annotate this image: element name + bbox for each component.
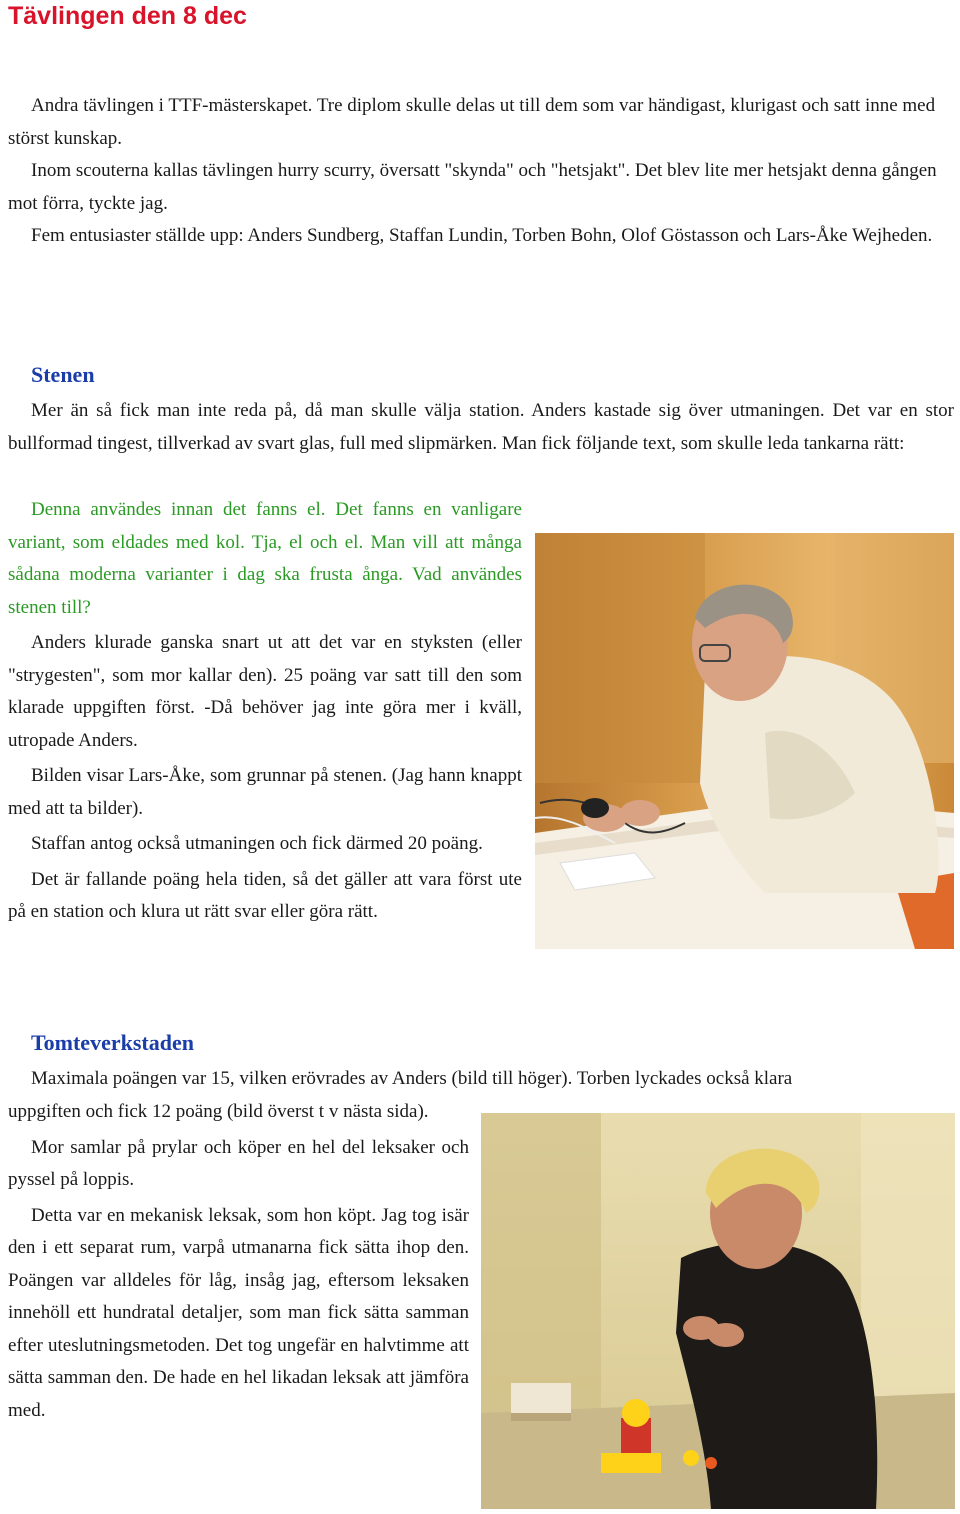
tomte-paragraph-1a: Maximala poängen var 15, vilken erövrades av Anders (bild till höger). Torben lyckades också klara <box>31 1068 793 1089</box>
intro-paragraph-1: Andra tävlingen i TTF-mästerskapet. Tre diplom skulle delas ut till dem som var händigast, klurigast och satt inne med störst kunskap. <box>8 95 936 149</box>
intro-paragraph-3: Fem entusiaster ställde upp: Anders Sundberg, Staffan Lundin, Torben Bohn, Olof Göstasson och Lars-Åke Wejheden. <box>31 225 933 246</box>
stenen-paragraph-1: Mer än så fick man inte reda på, då man skulle välja station. Anders kastade sig över utmaningen. Det var en stor bullformad tingest, tillverkad av svart glas, full med slipmärken. Man fick följande text, som skulle leda tankarna rätt: <box>8 400 954 454</box>
stenen-paragraph-2: Anders klurade ganska snart ut att det var en styksten (eller "strygesten", som mor kallar den). 25 poäng var satt till den som klarade uppgiften först. -Då behöver jag inte göra mer i kväll, utropade Anders. <box>8 632 522 751</box>
photo-lars-ake-stone-drawing <box>535 533 954 949</box>
stenen-clue: Denna användes innan det fanns el. Det fanns en vanligare variant, som eldades med kol. Tja, el och el. Man vill att många sådana moderna varianter i dag ska frusta ånga. Vad användes stenen till? <box>8 499 522 618</box>
stenen-paragraph-4: Staffan antog också utmaningen och fick därmed 20 poäng. <box>31 833 483 854</box>
photo-anders-toy-drawing <box>481 1113 955 1509</box>
photo-anders-toy <box>481 1113 955 1509</box>
section-heading-tomteverkstaden: Tomteverkstaden <box>31 1030 194 1055</box>
tomte-text-column <box>8 1096 469 1427</box>
tomte-paragraph-1b: uppgiften och fick 12 poäng (bild överst t v nästa sida). <box>8 1101 429 1122</box>
tomte-paragraph-2: Mor samlar på prylar och köper en hel del leksaker och pyssel på loppis. <box>8 1136 469 1190</box>
stenen-paragraph-5: Det är fallande poäng hela tiden, så det gäller att vara först ute på en station och klura ut rätt svar eller göra rätt. <box>8 868 522 922</box>
section-heading-stenen: Stenen <box>31 362 95 387</box>
stenen-paragraph-3: Bilden visar Lars-Åke, som grunnar på stenen. (Jag hann knappt med att ta bilder). <box>8 765 522 819</box>
page-title: Tävlingen den 8 dec <box>8 2 247 30</box>
photo-lars-ake-stone <box>535 533 954 949</box>
intro-section <box>8 90 954 253</box>
stenen-text-column <box>8 494 522 929</box>
intro-paragraph-2: Inom scouterna kallas tävlingen hurry scurry, översatt "skynda" och "hetsjakt". Det blev lite mer hetsjakt denna gången mot förra, tyckte jag. <box>8 160 937 214</box>
tomte-paragraph-3: Detta var en mekanisk leksak, som hon köpt. Jag tog isär den i ett separat rum, varpå utmanarna fick sätta ihop den. Poängen var alldeles för låg, insåg jag, eftersom leksaken innehöll ett hundratal detaljer, som man fick sätta samman efter uteslutningsmetoden. Det tog ungefär en halvtimme att sätta samman den. De hade en hel likadan leksak att jämföra med. <box>8 1204 469 1421</box>
